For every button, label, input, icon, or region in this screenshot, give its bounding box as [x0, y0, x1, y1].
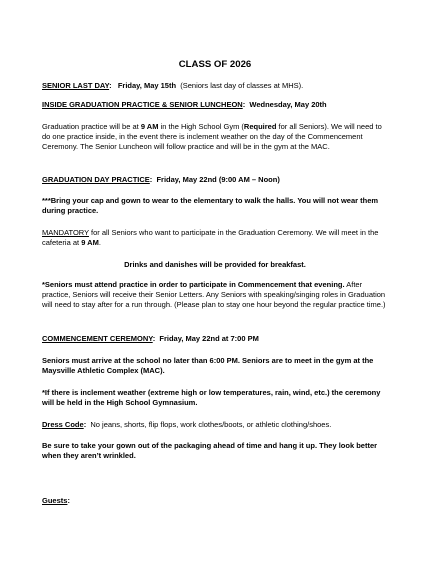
inside-practice-paragraph: [42, 122, 388, 152]
senior-last-day-line: SENIOR LAST DAY: Friday, May 15th (Seniors last day of classes at MHS).: [42, 81, 304, 90]
weather-note: *If there is inclement weather (extreme high or low temperatures, rain, wind, etc.) the ceremony will be held in the High School Gymnasium.: [42, 388, 381, 407]
inside-practice-text-2: in the High School Gym (: [158, 122, 244, 131]
guests-label: Guests: [42, 496, 68, 505]
guests-line: Guests:: [42, 496, 70, 505]
inside-practice-heading: INSIDE GRADUATION PRACTICE & SENIOR LUNCHEON: [42, 100, 243, 109]
cap-gown-note: ***Bring your cap and gown to wear to the elementary to walk the halls. You will not wear them during practice.: [42, 196, 379, 215]
arrival-note: Seniors must arrive at the school no later than 6:00 PM. Seniors are to meet in the gym at the Maysville Athletic Complex (MAC).: [42, 356, 374, 375]
graduation-day-practice-date: Friday, May 22nd (9:00 AM – Noon): [156, 175, 280, 184]
attend-paragraph: [42, 280, 388, 310]
commencement-date: Friday, May 22nd at 7:00 PM: [159, 334, 259, 343]
mandatory-paragraph: MANDATORY for all Seniors who want to participate in the Graduation Ceremony. We will meet in the cafeteria at 9 AM.: [42, 228, 379, 247]
page-title: CLASS OF 2026: [178, 59, 252, 70]
graduation-day-practice-heading: GRADUATION DAY PRACTICE: [42, 175, 150, 184]
breakfast-note: Drinks and danishes will be provided for breakfast.: [124, 260, 306, 269]
inside-practice-line: INSIDE GRADUATION PRACTICE & SENIOR LUNCHEON: Wednesday, May 20th: [42, 100, 327, 109]
attend-text: After practice, Seniors will receive their Senior Letters. Any Seniors with speaking/singing roles in Graduation will need to stay after for a run through. (Please plan to stay one hour beyond the regular practice time.): [42, 280, 386, 309]
senior-last-day-date: Friday, May 15th: [117, 81, 177, 90]
inside-practice-date: Wednesday, May 20th: [249, 100, 327, 109]
inside-practice-text-3: for all Seniors). We will need to do one practice inside, in the event there is inclement weather on the day of the Commencement Ceremony. The Senior Luncheon will follow practice and will be in the gym at the MAC.: [42, 122, 382, 151]
dress-code-line: Dress Code: No jeans, shorts, flip flops, work clothes/boots, or athletic clothing/shoes.: [42, 420, 332, 429]
gown-note: Be sure to take your gown out of the packaging ahead of time and hang it up. They look better when they aren’t wrinkled.: [42, 441, 378, 460]
mandatory-time: 9 AM: [81, 237, 99, 247]
senior-last-day-note: (Seniors last day of classes at MHS).: [180, 81, 304, 90]
mandatory-text: for all Seniors who want to participate in the Graduation Ceremony. We will meet in the cafeteria at: [42, 228, 379, 247]
inside-practice-required: Required: [243, 122, 277, 131]
dress-code-text: No jeans, shorts, flip flops, work clothes/boots, or athletic clothing/shoes.: [90, 420, 332, 429]
dress-code-label: Dress Code: [42, 420, 84, 429]
inside-practice-text-1: Graduation practice will be at: [42, 122, 141, 131]
mandatory-label: MANDATORY: [42, 228, 89, 237]
attend-bold: *Seniors must attend practice in order to participate in Commencement that evening.: [42, 280, 345, 289]
commencement-line: COMMENCEMENT CEREMONY: Friday, May 22nd at 7:00 PM: [42, 334, 259, 343]
graduation-day-practice-line: GRADUATION DAY PRACTICE: Friday, May 22nd (9:00 AM – Noon): [42, 175, 280, 184]
commencement-heading: COMMENCEMENT CEREMONY: [42, 334, 153, 343]
senior-last-day-heading: SENIOR LAST DAY: [42, 81, 110, 90]
inside-practice-time: 9 AM: [140, 122, 159, 131]
